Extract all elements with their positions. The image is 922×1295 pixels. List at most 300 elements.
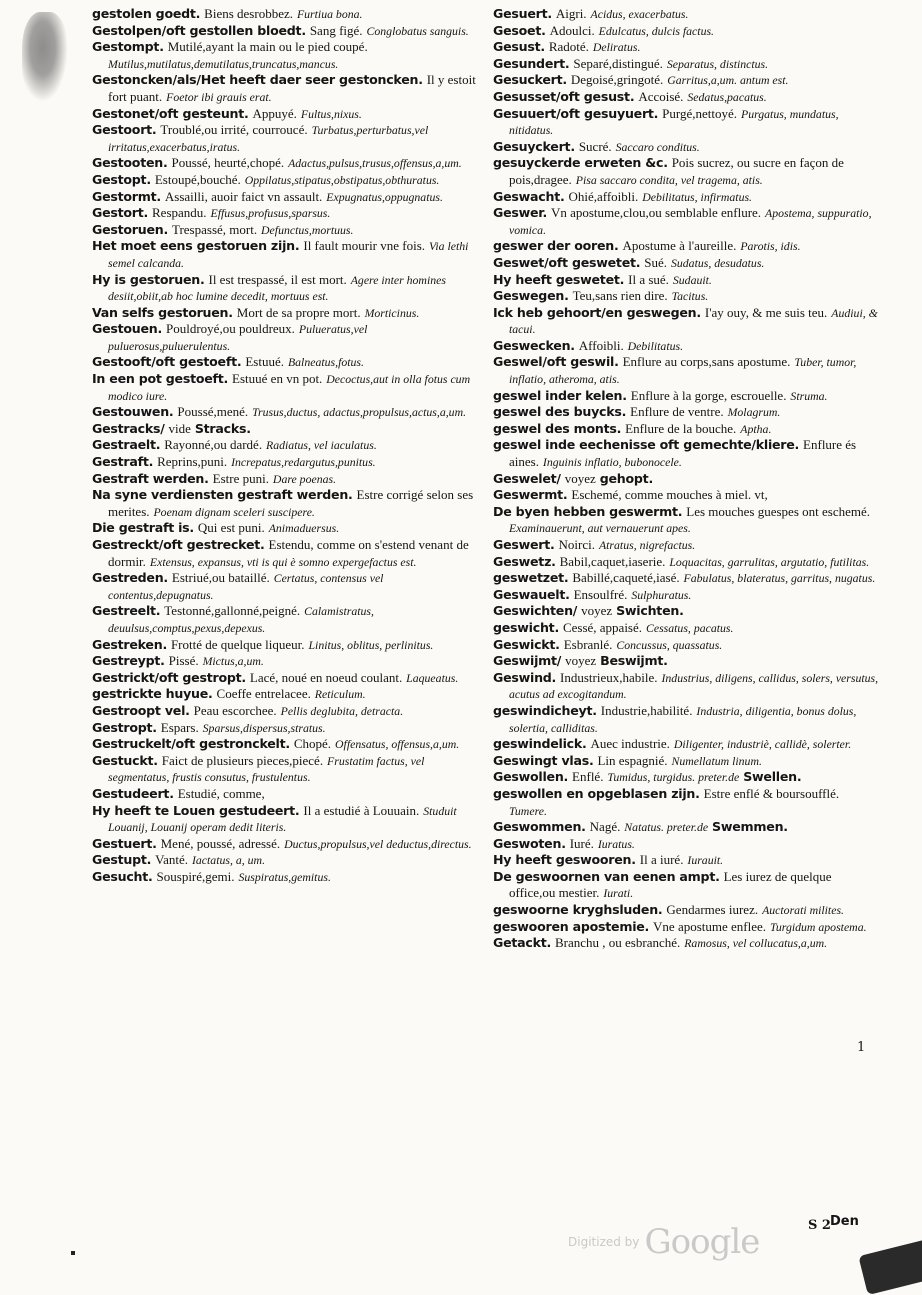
entry-french: Il est trespassé, il est mort.: [208, 271, 347, 287]
dictionary-entry: [493, 852, 879, 869]
entry-latin: Conglobatus sanguis.: [366, 23, 469, 38]
entry-headword: Geswetz.: [493, 553, 556, 569]
entry-latin: Pellis deglubita, detracta.: [280, 703, 404, 718]
dictionary-entry: [493, 603, 879, 620]
entry-latin: Trusus,ductus, adactus,propulsus,actus,a,um.: [252, 405, 467, 420]
dictionary-entry: [493, 305, 879, 338]
entry-french: Affoibli.: [578, 337, 624, 353]
entry-french: Estuué.: [245, 354, 284, 370]
dictionary-entry: [92, 753, 478, 786]
dictionary-entry: [493, 338, 879, 355]
entry-headword: Hy heeft te Louen gestudeert.: [92, 802, 300, 818]
entry-latin: Frustatim factus, vel segmentatus, frustis consutus, frustulentus.: [108, 753, 425, 785]
entry-french: Sué.: [644, 254, 668, 270]
dictionary-entry: [493, 272, 879, 289]
entry-headword: Gestompt.: [92, 39, 164, 55]
entry-french: Gendarmes iurez.: [666, 902, 759, 918]
entry-french: Vne apostume enflee.: [653, 918, 767, 934]
entry-french: Babil,caquet,iaserie.: [559, 553, 666, 569]
entry-french: Coeffe entrelacee.: [216, 686, 311, 702]
entry-latin: Linitus, oblitus, perlinitus.: [308, 637, 434, 652]
entry-french: Poussé,mené.: [177, 404, 249, 420]
entry-headword: geswer der ooren.: [493, 238, 619, 254]
entry-latin: Mutilus,mutilatus,demutilatus,truncatus,mancus.: [108, 56, 339, 71]
entry-latin: Separatus, distinctus.: [666, 56, 769, 71]
dictionary-entry: [493, 637, 879, 654]
entry-latin: Increpatus,redargutus,punitus.: [231, 455, 376, 470]
entry-latin: Pulueratus,vel puluerosus,puluerulentus.: [108, 322, 368, 353]
entry-latin: Saccaro conditus.: [615, 139, 700, 154]
dictionary-entry: [92, 238, 478, 271]
entry-latin: Concussus, quassatus.: [616, 637, 723, 652]
entry-french: voyez: [565, 653, 597, 669]
entry-latin: Certatus, contensus vel contentus,depugnatus.: [108, 571, 384, 602]
entry-french: Enflure à la gorge, escrouelle.: [630, 387, 787, 403]
entry-headword: Gesuyckert.: [493, 138, 575, 154]
dictionary-entry: [92, 487, 478, 520]
entry-latin: Defunctus,mortuus.: [261, 222, 354, 237]
entry-french: Industrieux,habile.: [560, 669, 658, 685]
entry-latin: Iurati.: [603, 886, 634, 901]
entry-latin: Inguinis inflatio, bubonocele.: [542, 455, 682, 470]
dictionary-entry: [92, 603, 478, 636]
dictionary-entry: [92, 354, 478, 371]
entry-french: Enflé.: [572, 769, 604, 785]
dictionary-entry: [493, 935, 879, 952]
entry-french: Babillé,caqueté,iasé.: [572, 570, 680, 586]
entry-french: Estre enflé & boursoufflé.: [703, 785, 840, 801]
entry-french: Lin espagnié.: [597, 752, 668, 768]
entry-french: Pissé.: [168, 653, 199, 669]
entry-latin: Expugnatus,oppugnatus.: [326, 189, 443, 204]
entry-headword: Gestuert.: [92, 835, 157, 851]
entry-french: Estoupé,bouché.: [154, 171, 241, 187]
entry-headword: gestolen goedt.: [92, 6, 201, 21]
entry-headword: De geswoornen van eenen ampt.: [493, 868, 720, 884]
entry-headword: Gestreden.: [92, 570, 168, 586]
dictionary-entry: [92, 172, 478, 189]
entry-headword: Geswelet/: [493, 470, 561, 486]
dictionary-entry: [493, 653, 879, 670]
entry-crossref: Beswijmt.: [600, 653, 668, 669]
entry-french: Respandu.: [152, 205, 207, 221]
entry-latin: Fabulatus, blateratus, garritus, nugatus.: [683, 571, 876, 586]
entry-headword: De byen hebben geswermt.: [493, 503, 683, 519]
dictionary-entry: [92, 6, 478, 23]
entry-french: Qui est puni.: [197, 520, 265, 536]
entry-latin: Sudatus, desudatus.: [670, 255, 765, 270]
entry-headword: Gestort.: [92, 205, 149, 221]
dictionary-entry: [92, 836, 478, 853]
entry-latin: Turbatus,perturbatus,vel irritatus,exacerbatus,iratus.: [108, 123, 429, 154]
entry-french: Testonné,gallonné,peigné.: [164, 603, 301, 619]
entry-headword: Hy heeft geswooren.: [493, 852, 636, 868]
left-column: [92, 6, 478, 885]
entry-latin: Animaduersus.: [268, 521, 340, 536]
entry-headword: Gesuuert/oft gesuyuert.: [493, 105, 659, 121]
entry-headword: Gestopt.: [92, 171, 151, 187]
entry-crossref: Swemmen.: [712, 819, 788, 835]
entry-headword: Geswermt.: [493, 487, 568, 503]
entry-headword: Geswer.: [493, 205, 547, 221]
dictionary-entry: [493, 404, 879, 421]
entry-headword: Geswichten/: [493, 603, 578, 619]
entry-latin: Industria, diligentia, bonus dolus, solertia, calliditas.: [509, 703, 857, 735]
entry-headword: Gesoet.: [493, 22, 546, 38]
entry-french: Separé,distingué.: [573, 55, 663, 71]
entry-headword: Gestreckt/oft gestrecket.: [92, 537, 265, 552]
entry-french: Cessé, appaisé.: [562, 619, 643, 635]
dictionary-entry: [92, 371, 478, 404]
entry-headword: Gesusset/oft gesust.: [493, 88, 635, 104]
entry-french: Mené, poussé, adressé.: [160, 835, 281, 851]
dictionary-entry: [493, 205, 879, 238]
entry-headword: Geswel/oft geswil.: [493, 354, 619, 370]
entry-headword: Gestreelt.: [92, 603, 161, 619]
entry-latin: Acidus, exacerbatus.: [590, 7, 689, 21]
entry-latin: Cessatus, pacatus.: [645, 620, 734, 635]
dictionary-entry: [493, 139, 879, 156]
dictionary-entry: [92, 686, 478, 703]
entry-headword: Gestoruen.: [92, 221, 169, 237]
entry-headword: Gestraft werden.: [92, 470, 209, 486]
entry-french: Vanté.: [155, 852, 188, 868]
dictionary-entry: [493, 670, 879, 703]
entry-headword: Geswauelt.: [493, 586, 570, 602]
entry-latin: Iuratus.: [597, 836, 635, 851]
entry-crossref: Swichten.: [616, 603, 684, 619]
entry-headword: Gestraelt.: [92, 437, 161, 453]
dictionary-entry: [92, 869, 478, 886]
entry-headword: Gestouwen.: [92, 404, 174, 420]
dictionary-entry: [493, 786, 879, 819]
entry-headword: Getackt.: [493, 935, 552, 951]
dictionary-entry: [92, 720, 478, 737]
entry-french: Eschemé, comme mouches à miel. vt,: [571, 487, 768, 503]
entry-headword: Gestonet/oft gesteunt.: [92, 105, 249, 121]
entry-french: vide: [168, 420, 191, 436]
entry-headword: Gestouen.: [92, 321, 163, 337]
catchword: Den: [830, 1214, 859, 1229]
entry-french: Estuué en vn pot.: [232, 371, 323, 387]
entry-latin: Balneatus,fotus.: [287, 355, 364, 370]
entry-headword: Geswoten.: [493, 835, 566, 851]
entry-headword: Geswijmt/: [493, 653, 562, 669]
entry-latin: Dare poenas.: [272, 471, 337, 486]
entry-latin: Tumidus, turgidus. preter.de: [607, 770, 740, 785]
entry-latin: Tuber, tumor, inflatio, atheroma, atis.: [509, 355, 857, 387]
dictionary-entry: [493, 437, 879, 470]
entry-headword: Geswet/oft geswetet.: [493, 254, 641, 270]
entry-headword: Hy heeft geswetet.: [493, 271, 625, 287]
entry-latin: Effusus,profusus,sparsus.: [210, 206, 331, 221]
entry-latin: Mictus,a,um.: [202, 654, 264, 669]
dictionary-entry: [92, 670, 478, 687]
entry-headword: Geswacht.: [493, 188, 565, 204]
entry-headword: Geswommen.: [493, 819, 586, 835]
entry-headword: Geswollen.: [493, 769, 569, 785]
dictionary-entry: [92, 72, 478, 105]
dictionary-entry: [493, 587, 879, 604]
entry-latin: Furtiua bona.: [296, 7, 363, 21]
dictionary-entry: [493, 819, 879, 836]
dictionary-entry: [493, 6, 879, 23]
entry-latin: Pisa saccaro condita, vel tragema, atis.: [575, 172, 763, 187]
entry-latin: Audiui, & tacui.: [509, 305, 878, 337]
watermark-brand: Google: [644, 1222, 760, 1262]
entry-headword: Het moet eens gestoruen zijn.: [92, 238, 300, 254]
entry-crossref: gehopt.: [599, 470, 653, 486]
entry-latin: Purgatus, mundatus, nitidatus.: [509, 106, 839, 138]
dictionary-entry: [493, 288, 879, 305]
entry-french: Estendu, comme on s'estend venant de dormir.: [108, 537, 469, 569]
stray-mark: 1: [857, 1040, 866, 1055]
dictionary-entry: [92, 421, 478, 438]
entry-headword: Ick heb gehoort/en geswegen.: [493, 304, 701, 320]
dictionary-entry: [92, 570, 478, 603]
entry-french: Industrie,habilité.: [600, 702, 693, 718]
entry-latin: Offensatus, offensus,a,um.: [335, 737, 460, 752]
dictionary-entry: [493, 155, 879, 188]
dictionary-entry: [493, 388, 879, 405]
entry-latin: Examinauerunt, aut vernauerunt apes.: [509, 521, 691, 536]
entry-headword: Gestruckelt/oft gestronckelt.: [92, 736, 290, 752]
dictionary-entry: [92, 852, 478, 869]
dictionary-entry: [92, 122, 478, 155]
entry-headword: geswel des buycks.: [493, 404, 627, 420]
entry-headword: Geswingt vlas.: [493, 752, 594, 768]
entry-latin: Foetor ibi grauis erat.: [166, 89, 272, 104]
entry-headword: Geswind.: [493, 669, 557, 685]
entry-french: voyez: [581, 603, 613, 619]
entry-latin: Ramosus, vel collucatus,a,um.: [684, 936, 828, 951]
entry-latin: Molagrum.: [727, 405, 781, 420]
entry-latin: Reticulum.: [314, 687, 366, 702]
entry-latin: Oppilatus,stipatus,obstipatus,obthuratus.: [244, 172, 440, 187]
entry-french: Enflure és aines.: [509, 437, 857, 470]
dictionary-entry: [493, 504, 879, 537]
entry-headword: Gestrickt/oft gestropt.: [92, 669, 246, 685]
dictionary-entry: [493, 89, 879, 106]
entry-headword: Gesundert.: [493, 55, 570, 71]
dictionary-entry: [493, 554, 879, 571]
entry-french: Aigri.: [555, 6, 587, 21]
entry-french: Troublé,ou irrité, courroucé.: [160, 122, 308, 138]
dictionary-entry: [92, 321, 478, 354]
dictionary-entry: [493, 736, 879, 753]
dictionary-entry: [493, 56, 879, 73]
dictionary-entry: [493, 620, 879, 637]
entry-french: Enflure de ventre.: [630, 404, 724, 420]
entry-latin: Turgidum apostema.: [769, 919, 867, 934]
entry-french: Nagé.: [589, 819, 621, 835]
entry-latin: Sulphuratus.: [631, 587, 692, 602]
entry-headword: Gestreken.: [92, 636, 167, 652]
entry-headword: In een pot gestoeft.: [92, 371, 229, 387]
entry-french: Noirci.: [558, 537, 595, 552]
dictionary-entry: [92, 39, 478, 72]
entry-french: Enflure au corps,sans apostume.: [622, 354, 791, 370]
page-signature: S 2: [808, 1218, 831, 1233]
watermark-prefix: Digitized by: [568, 1235, 640, 1249]
dictionary-entry: [493, 836, 879, 853]
entry-latin: Agere inter homines desiit,obiit,ab hoc lumine decedit, mortuus est.: [108, 272, 446, 304]
entry-french: Vn apostume,clou,ou semblable enflure.: [550, 205, 762, 221]
entry-headword: Gestudeert.: [92, 785, 174, 801]
dictionary-entry: [92, 736, 478, 753]
dictionary-entry: [92, 471, 478, 488]
entry-latin: Poenam dignam sceleri suscipere.: [153, 504, 315, 519]
entry-headword: Gestupt.: [92, 852, 152, 868]
entry-latin: Studuit Louanij, Louanij operam dedit literis.: [108, 803, 457, 835]
entry-french: Enflure de la bouche.: [625, 420, 737, 436]
entry-headword: Geswegen.: [493, 288, 569, 304]
entry-french: Il a iuré.: [639, 852, 684, 868]
entry-french: Sang figé.: [309, 22, 363, 38]
entry-latin: Debilitatus, infirmatus.: [642, 189, 753, 204]
entry-headword: Gestooft/oft gestoeft.: [92, 354, 242, 370]
entry-french: Adoulci.: [549, 22, 595, 38]
entry-french: Appuyé.: [252, 105, 297, 121]
entry-headword: Gesuckert.: [493, 72, 567, 88]
entry-french: Purgé,nettoyé.: [662, 105, 738, 121]
ink-smudge: [22, 12, 68, 102]
page-corner-shadow: [858, 1237, 922, 1295]
entry-headword: geswindelick.: [493, 736, 587, 752]
entry-french: Frotté de quelque liqueur.: [170, 636, 305, 652]
entry-latin: Sparsus,dispersus,stratus.: [202, 720, 326, 735]
entry-french: Espars.: [160, 719, 199, 735]
entry-latin: Debilitatus.: [627, 338, 684, 353]
entry-french: Trespassé, mort.: [171, 221, 258, 237]
entry-headword: Gesucht.: [92, 868, 153, 884]
dictionary-entry: [92, 786, 478, 803]
entry-french: Mort de sa propre mort.: [236, 304, 361, 320]
entry-latin: Numellatum linum.: [671, 753, 762, 768]
entry-french: Esbranlé.: [563, 636, 613, 652]
entry-latin: Aptha.: [740, 421, 772, 436]
dictionary-entry: [92, 703, 478, 720]
entry-french: Pois sucrez, ou sucre en façon de pois,dragee.: [509, 155, 844, 187]
entry-latin: Iurauit.: [687, 853, 724, 868]
dictionary-entry: [92, 437, 478, 454]
dictionary-entry: [92, 155, 478, 172]
dictionary-entry: [92, 222, 478, 239]
entry-latin: Extensus, expansus, vti is qui è somno expergefactus est.: [149, 554, 417, 569]
dictionary-entry: [493, 23, 879, 40]
entry-latin: Struma.: [790, 388, 828, 403]
dictionary-entry: [92, 404, 478, 421]
entry-headword: Gestooten.: [92, 155, 168, 171]
entry-headword: geswetzet.: [493, 570, 569, 586]
entry-headword: Gesust.: [493, 39, 545, 55]
entry-headword: Hy is gestoruen.: [92, 271, 205, 287]
entry-french: Pouldroyé,ou pouldreux.: [166, 321, 295, 337]
entry-french: Radoté.: [548, 39, 589, 55]
dictionary-entry: [92, 537, 478, 570]
entry-french: Ohié,affoibli.: [568, 188, 639, 204]
entry-latin: Tumere.: [509, 803, 547, 818]
entry-french: Sucré.: [578, 138, 612, 154]
dictionary-entry: [493, 769, 879, 786]
entry-latin: Iactatus, a, um.: [191, 853, 266, 868]
dictionary-entry: [493, 238, 879, 255]
entry-headword: Gestraft.: [92, 454, 154, 470]
entry-headword: geswollen en opgeblasen zijn.: [493, 785, 700, 801]
entry-headword: geswoorne kryghsluden.: [493, 902, 663, 918]
dictionary-entry: [493, 189, 879, 206]
watermark: [568, 1222, 759, 1262]
entry-french: Il a estudié à Louuain.: [303, 802, 420, 818]
entry-french: Estre corrigé selon ses merites.: [108, 487, 474, 519]
entry-french: Il a sué.: [628, 271, 669, 287]
entry-french: Assailli, auoir faict vn assault.: [164, 188, 323, 204]
entry-french: Chopé.: [293, 736, 332, 752]
entry-french: Souspiré,gemi.: [156, 868, 235, 884]
entry-french: Il y estoit fort puant.: [108, 72, 476, 104]
dictionary-entry: [92, 272, 478, 305]
entry-headword: Gestracks/: [92, 420, 165, 436]
entry-french: Poussé, heurté,chopé.: [171, 155, 285, 171]
entry-headword: Van selfs gestoruen.: [92, 304, 233, 320]
entry-latin: Industrius, diligens, callidus, solers, versutus, acutus ad excogitandum.: [509, 670, 879, 702]
dictionary-entry: [493, 869, 879, 902]
entry-french: Teu,sans rien dire.: [572, 288, 668, 304]
entry-latin: Auctorati milites.: [762, 903, 844, 918]
dictionary-entry: [493, 703, 879, 736]
entry-latin: Calamistratus, deuulsus,comptus,pexus,depexus.: [108, 604, 374, 635]
entry-french: Auec industrie.: [590, 736, 670, 752]
entry-headword: Gestroopt vel.: [92, 702, 190, 718]
entry-french: Estudié, comme,: [177, 785, 265, 801]
entry-latin: Natatus. preter.de: [624, 820, 709, 835]
entry-french: Les mouches guespes ont eschemé.: [686, 503, 871, 519]
entry-latin: Tacitus.: [671, 289, 709, 304]
dictionary-entry: [92, 23, 478, 40]
entry-french: Faict de plusieurs pieces,piecé.: [161, 752, 324, 768]
entry-headword: geswel inde eechenisse oft gemechte/kliere.: [493, 437, 800, 453]
entry-headword: geswooren apostemie.: [493, 918, 650, 934]
entry-latin: Adactus,pulsus,trusus,offensus,a,um.: [288, 156, 462, 171]
entry-crossref: Stracks.: [194, 420, 251, 436]
bullet-mark: [71, 1251, 75, 1255]
dictionary-entry: [92, 454, 478, 471]
entry-french: Estre puni.: [212, 470, 269, 486]
entry-latin: Deliratus.: [592, 40, 641, 55]
entry-latin: Sudauit.: [672, 272, 712, 287]
entry-french: Les iurez de quelque office,ou mestier.: [509, 868, 832, 901]
entry-latin: Ductus,propulsus,vel deductus,directus.: [284, 836, 472, 851]
dictionary-entry: [92, 205, 478, 222]
dictionary-entry: [493, 902, 879, 919]
entry-crossref: Swellen.: [743, 769, 802, 785]
dictionary-entry: [493, 570, 879, 587]
entry-latin: Atratus, nigrefactus.: [598, 538, 696, 552]
entry-latin: Via lethi semel calcanda.: [108, 239, 469, 270]
entry-headword: Gestormt.: [92, 188, 161, 204]
right-column: [493, 6, 879, 952]
dictionary-entry: [92, 653, 478, 670]
dictionary-entry: [493, 39, 879, 56]
entry-french: Estriué,ou bataillé.: [171, 570, 270, 586]
entry-headword: Geswert.: [493, 537, 555, 552]
entry-headword: geswicht.: [493, 619, 559, 635]
entry-latin: Parotis, idis.: [740, 239, 801, 254]
entry-french: Peau escorchee.: [193, 702, 277, 718]
entry-latin: Loquacitas, garrulitas, argutatio, futilitas.: [669, 554, 870, 569]
entry-french: voyez: [564, 470, 596, 486]
entry-french: Reprins,puni.: [157, 454, 228, 470]
